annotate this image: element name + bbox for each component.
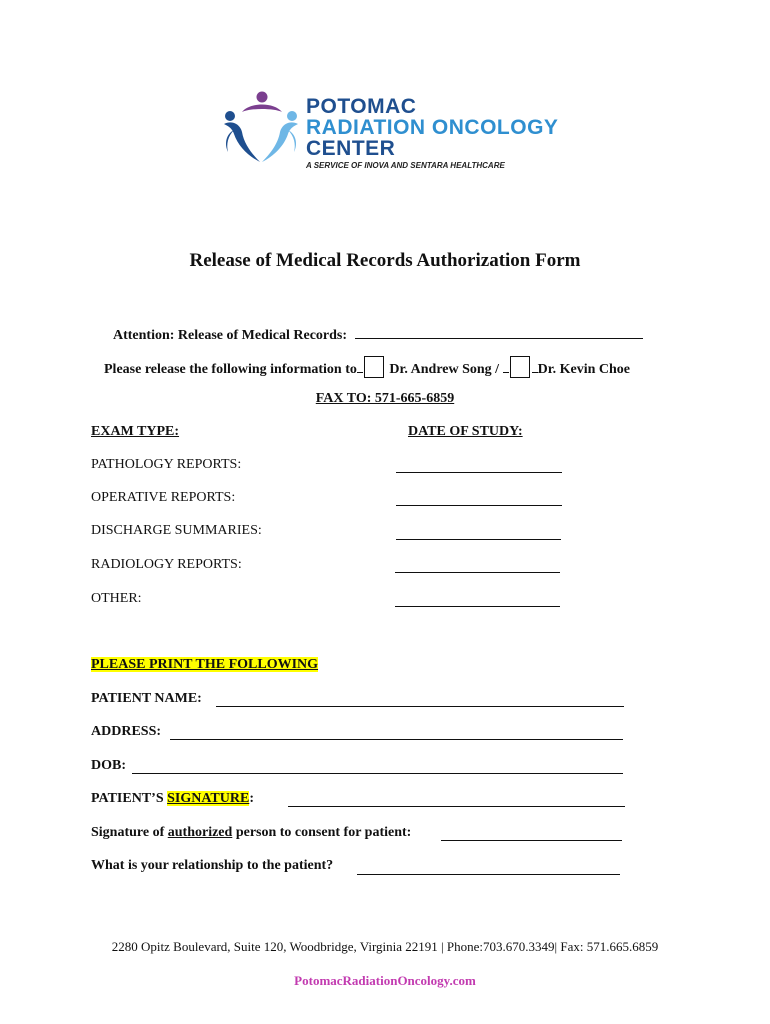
- release-underline: [357, 358, 363, 373]
- signature-word: SIGNATURE: [167, 791, 250, 806]
- dob-label: DOB:: [91, 758, 126, 773]
- print-header: PLEASE PRINT THE FOLLOWING: [91, 657, 319, 672]
- exam-label-discharge: DISCHARGE SUMMARIES:: [91, 523, 262, 538]
- patient-name-field[interactable]: [216, 706, 624, 707]
- exam-label-other: OTHER:: [91, 591, 142, 606]
- patient-signature-label: [91, 791, 254, 807]
- logo-text-potomac: POTOMAC: [306, 95, 417, 118]
- date-field-radiology[interactable]: [395, 572, 560, 573]
- fax-number: FAX TO: 571-665-6859: [315, 391, 455, 406]
- attention-label: Attention: Release of Medical Records:: [113, 328, 348, 343]
- signature-prefix: PATIENT’S: [91, 791, 168, 806]
- dob-field[interactable]: [132, 773, 623, 774]
- date-field-operative[interactable]: [396, 505, 562, 506]
- website-link[interactable]: PotomacRadiationOncology.com: [294, 973, 476, 988]
- patient-signature-field[interactable]: [288, 806, 625, 807]
- consent-suffix: person to consent for patient:: [232, 825, 412, 840]
- signature-suffix: :: [249, 791, 254, 806]
- logo-text-radiation-oncology: RADIATION ONCOLOGY: [306, 116, 559, 139]
- date-field-other[interactable]: [395, 606, 560, 607]
- exam-label-pathology: PATHOLOGY REPORTS:: [91, 457, 242, 472]
- patient-name-label: PATIENT NAME:: [91, 691, 202, 706]
- checkbox-dr-song[interactable]: [364, 356, 384, 378]
- checkbox-dr-choe[interactable]: [510, 356, 530, 378]
- heart-people-logo-icon: [220, 90, 302, 168]
- logo-tagline: A SERVICE OF INOVA AND SENTARA HEALTHCARE: [306, 161, 505, 170]
- date-of-study-header: DATE OF STUDY:: [408, 424, 523, 439]
- attention-row: [113, 324, 643, 344]
- authorized-signature-label: [91, 825, 411, 841]
- consent-prefix: Signature of: [91, 825, 168, 840]
- date-field-discharge[interactable]: [396, 539, 561, 540]
- exam-label-radiology: RADIOLOGY REPORTS:: [91, 557, 242, 572]
- exam-label-operative: OPERATIVE REPORTS:: [91, 490, 236, 505]
- consent-word: authorized: [167, 825, 233, 840]
- release-prefix: Please release the following information to: [104, 362, 357, 377]
- form-title: Release of Medical Records Authorization Form: [189, 250, 581, 271]
- address-label: ADDRESS:: [91, 724, 162, 739]
- exam-type-header: EXAM TYPE:: [91, 424, 180, 439]
- date-field-pathology[interactable]: [396, 472, 562, 473]
- print-header-row: [91, 657, 318, 673]
- relationship-label: What is your relationship to the patient?: [91, 858, 334, 873]
- doctor-song-label: Dr. Andrew Song /: [389, 362, 500, 377]
- footer-address: 2280 Opitz Boulevard, Suite 120, Woodbridge, Virginia 22191 | Phone:703.670.3349| Fax: 571.665.6859: [111, 939, 659, 954]
- authorized-signature-field[interactable]: [441, 840, 622, 841]
- release-underline-2: [503, 358, 509, 373]
- release-to-row: [104, 356, 630, 378]
- address-field[interactable]: [170, 739, 623, 740]
- attention-field[interactable]: [355, 324, 643, 339]
- logo-text-center: CENTER: [306, 137, 396, 160]
- doctor-choe-label: Dr. Kevin Choe: [537, 362, 631, 377]
- relationship-field[interactable]: [357, 874, 620, 875]
